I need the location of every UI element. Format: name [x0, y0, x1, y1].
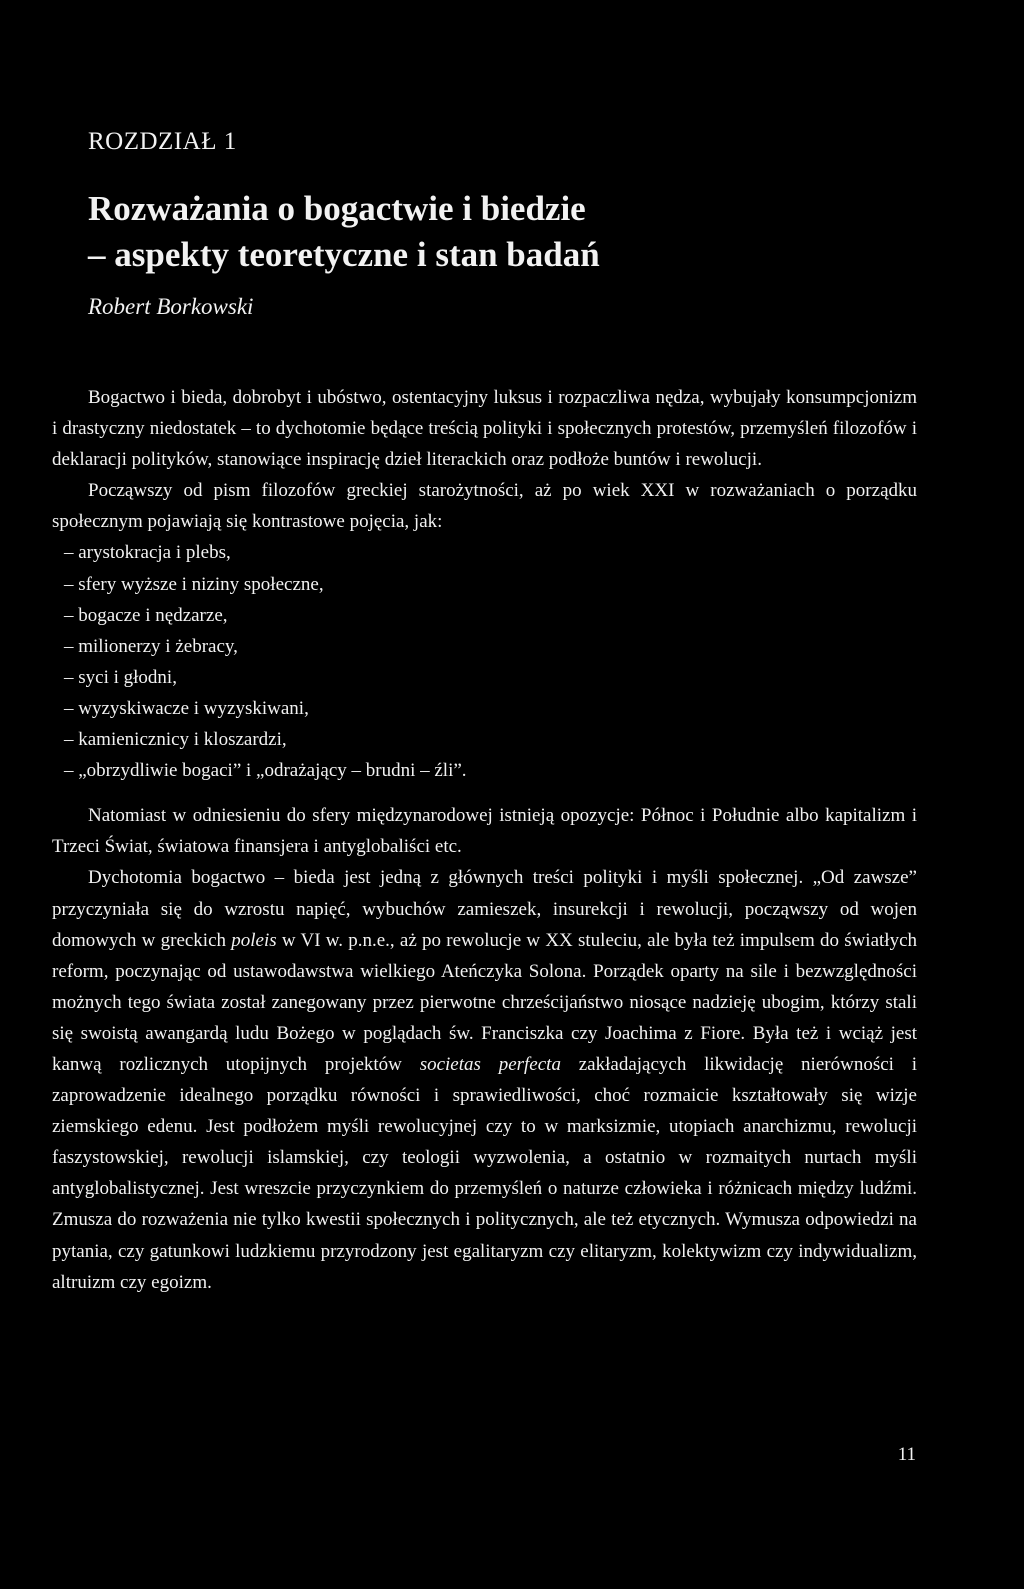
paragraph-4-text-a: Dychotomia bogactwo – bieda jest jedną z głównych treści polityki i myśli społecznej. „Od zawsze” przyczyniała się do wzrostu napięć, wybuchów zamieszek, insurekcji i rewolucji, począwszy od wojen domowych w greckich [52, 867, 917, 951]
paragraph-4-italic-poleis: poleis [231, 929, 277, 951]
spacer [52, 786, 917, 800]
paragraph-2: Począwszy od pism filozofów greckiej starożytności, aż po wiek XXI w rozważaniach o porządku społecznym pojawiają się kontrastowe pojęcia, jak: [52, 480, 917, 533]
list-item: – bogacze i nędzarze, [64, 604, 228, 626]
paragraph-4-text-b: w VI w. p.n.e., aż po rewolucje w XX stuleciu, ale była też impulsem do światłych reform, poczynając od ustawodawstwa wielkiego Ateńczyka Solona. Porządek oparty na sile i bezwzględności możnych tego świata został zanegowany przez pierwotne chrześcijaństwo niosące nadzieję ubogim, którzy stali się swoistą awangardą ludu Bożego w poglądach św. Franciszka czy Joachima z Fiore. Była też i wciąż jest kanwą rozlicznych utopijnych projektów [52, 929, 918, 1075]
paragraph-1: Bogactwo i bieda, dobrobyt i ubóstwo, ostentacyjny luksus i rozpaczliwa nędza, wybujały konsumpcjonizm i drastyczny niedostatek – to dychotomie będące treścią polityki i społecznych protestów, przemyśleń filozofów i deklaracji polityków, stanowiące inspirację dzieł literackich oraz podłoże buntów i rewolucji. [52, 387, 917, 471]
list-item: – wyzyskiwacze i wyzyskiwani, [64, 697, 309, 719]
body-text [52, 382, 917, 1298]
chapter-title-line-1: Rozważania o bogactwie i biedzie [88, 189, 586, 228]
paragraph-3: Natomiast w odniesieniu do sfery międzynarodowej istnieją opozycje: Północ i Południe albo kapitalizm i Trzeci Świat, światowa finansjera i antyglobaliści etc. [52, 805, 917, 858]
list-item: – arystokracja i plebs, [64, 542, 231, 564]
page-number: 11 [897, 1444, 916, 1465]
list-item: – „obrzydliwie bogaci” i „odrażający – brudni – źli”. [64, 760, 467, 782]
chapter-title-line-2: – aspekty teoretyczne i stan badań [88, 235, 600, 274]
chapter-label: ROZDZIAŁ 1 [88, 128, 237, 155]
paragraph-4-italic-societas: societas perfecta [419, 1053, 561, 1075]
list-item: – syci i głodni, [64, 666, 177, 688]
author-name: Robert Borkowski [88, 294, 254, 319]
list-item: – milionerzy i żebracy, [64, 635, 238, 657]
paragraph-4 [52, 862, 917, 1297]
paragraph-4-text-c: zakładających likwidację nierówności i zaprowadzenie idealnego porządku równości i sprawiedliwości, choć rozmaicie kształtowały się wizje ziemskiego edenu. Jest podłożem myśli rewolucyjnej czy to w marksizmie, utopiach anarchizmu, rewolucji faszystowskiej, rewolucji islamskiej, czy teologii wyzwolenia, a ostatnio w rozmaitych nurtach myśli antyglobalistycznej. Jest wreszcie przyczynkiem do przemyśleń o naturze człowieka i różnicach między ludźmi. Zmusza do rozważenia nie tylko kwestii społecznych i politycznych, ale też etycznych. Wymusza odpowiedzi na pytania, czy gatunkowi ludzkiemu przyrodzony jest egalitaryzm czy elitaryzm, kolektywizm czy indywidualizm, altruizm czy egoizm. [52, 1053, 917, 1293]
list-item: – kamienicznicy i kloszardzi, [64, 729, 287, 751]
list-item: – sfery wyższe i niziny społeczne, [64, 573, 324, 595]
chapter-title [88, 186, 600, 278]
contrast-list [52, 537, 917, 786]
